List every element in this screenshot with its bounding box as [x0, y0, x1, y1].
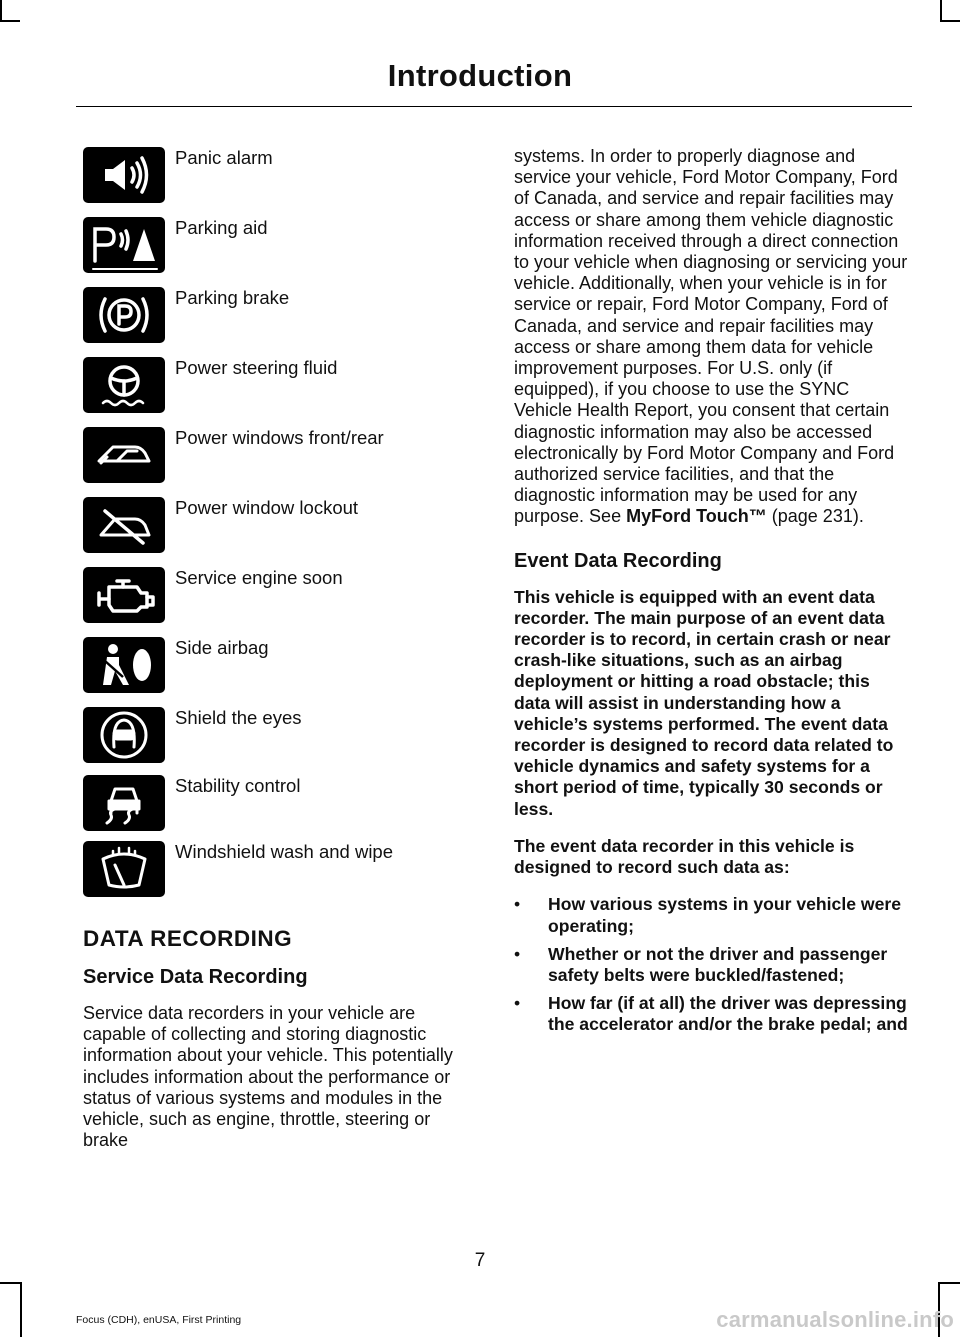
page-reference: (page 231). [771, 506, 864, 527]
parking-brake-icon [83, 287, 165, 343]
symbol-label: Shield the eyes [175, 707, 302, 728]
symbol-label: Side airbag [175, 637, 269, 658]
crop-mark-top-right [940, 0, 942, 22]
symbol-label: Power steering fluid [175, 357, 338, 378]
list-item-text: How far (if at all) the driver was depressing the accelerator and/or the brake pedal; and [548, 993, 908, 1035]
crop-mark-bottom-left [0, 1282, 20, 1284]
symbol-label: Power windows front/rear [175, 427, 384, 448]
bullet-marker: • [514, 943, 521, 964]
body-paragraph [514, 146, 909, 528]
symbol-row-shield-eyes [83, 707, 483, 763]
edition-footer: Focus (CDH), enUSA, First Printing [76, 1314, 242, 1326]
list-item [514, 894, 909, 936]
windshield-wash-icon [83, 841, 165, 897]
sub-heading: Event Data Recording [514, 549, 722, 572]
list-item-text: How various systems in your vehicle were operating; [548, 894, 902, 936]
crop-mark-bottom-left [20, 1282, 22, 1337]
symbol-row-service-engine [83, 567, 483, 623]
cross-reference-link[interactable]: MyFord Touch™ [626, 506, 767, 527]
symbol-label: Panic alarm [175, 147, 273, 168]
section-heading: DATA RECORDING [83, 926, 293, 951]
left-column [83, 926, 475, 1167]
paragraph-text: systems. In order to properly diagnose and service your vehicle, Ford Motor Company, Ford of Canada, and service and repair facilities may access or share among them vehicle diagnostic information received through a direct connection to your vehicle when diagnosing or servicing your vehicle. Additionally, when your vehicle is in for service or repair, Ford Motor Company, Ford of Canada, and service and repair facilities may access or share among them data for vehicle improvement purposes. For U.S. only (if equipped), if you choose to use the SYNC Vehicle Health Report, you consent that certain diagnostic information may also be accessed electronically by Ford Motor Company and Ford authorized service facilities, and that the diagnostic information may be used for any purpose. See [514, 146, 908, 527]
crop-mark-top-left [0, 20, 20, 22]
header-divider [76, 106, 912, 107]
parking-aid-icon [83, 217, 165, 273]
window-lockout-icon [83, 497, 165, 553]
bullet-list [514, 894, 909, 1035]
symbol-row-parking-brake [83, 287, 483, 343]
bold-paragraph: The event data recorder in this vehicle is designed to record such data as: [514, 835, 855, 878]
list-item [514, 944, 909, 986]
symbol-row-windshield-wash [83, 841, 483, 897]
symbol-label: Parking brake [175, 287, 290, 308]
horn-icon [83, 147, 165, 203]
side-airbag-icon [83, 637, 165, 693]
sub-heading: Service Data Recording [83, 966, 308, 988]
stability-control-icon [83, 775, 165, 831]
crop-mark-top-right [940, 20, 960, 22]
bold-paragraph: This vehicle is equipped with an event data recorder. The main purpose of an event data recorder is to record, in certain crash or near crash-like situations, such as an airbag deployment or hitting a road obstacle; this data will assist in understanding how a vehicle’s systems performed. The event data recorder is designed to record data related to vehicle dynamics and safety systems for a short period of time, typically 30 seconds or less. [514, 586, 894, 819]
symbol-label: Windshield wash and wipe [175, 841, 394, 862]
symbol-label: Service engine soon [175, 567, 343, 588]
list-item-text: Whether or not the driver and passenger safety belts were buckled/fastened; [548, 943, 888, 985]
page-title: Introduction [387, 58, 573, 93]
symbol-label: Stability control [175, 775, 301, 796]
symbol-row-window-lockout [83, 497, 483, 553]
symbol-row-stability-control [83, 775, 483, 831]
crop-mark-bottom-right [940, 1282, 960, 1284]
symbol-label: Power window lockout [175, 497, 359, 518]
symbol-row-side-airbag [83, 637, 483, 693]
watermark: carmanualsonline.info [716, 1307, 954, 1332]
symbol-row-panic-alarm [83, 147, 483, 203]
symbol-row-power-steering-fluid [83, 357, 483, 413]
shield-eyes-icon [83, 707, 165, 763]
right-column [514, 146, 909, 1043]
bullet-marker: • [514, 894, 521, 915]
symbol-row-power-windows [83, 427, 483, 483]
body-paragraph: Service data recorders in your vehicle are capable of collecting and storing diagnostic information about your vehicle. This potentially includes information about the performance or status of various systems and modules in the vehicle, such as engine, throttle, steering or brake [83, 1003, 453, 1151]
crop-mark-top-left [0, 0, 2, 20]
symbol-label: Parking aid [175, 217, 268, 238]
symbol-row-parking-aid [83, 217, 483, 273]
bullet-marker: • [514, 993, 521, 1014]
power-steering-fluid-icon [83, 357, 165, 413]
power-window-icon [83, 427, 165, 483]
engine-icon [83, 567, 165, 623]
page-number: 7 [474, 1250, 486, 1271]
list-item [514, 993, 909, 1035]
